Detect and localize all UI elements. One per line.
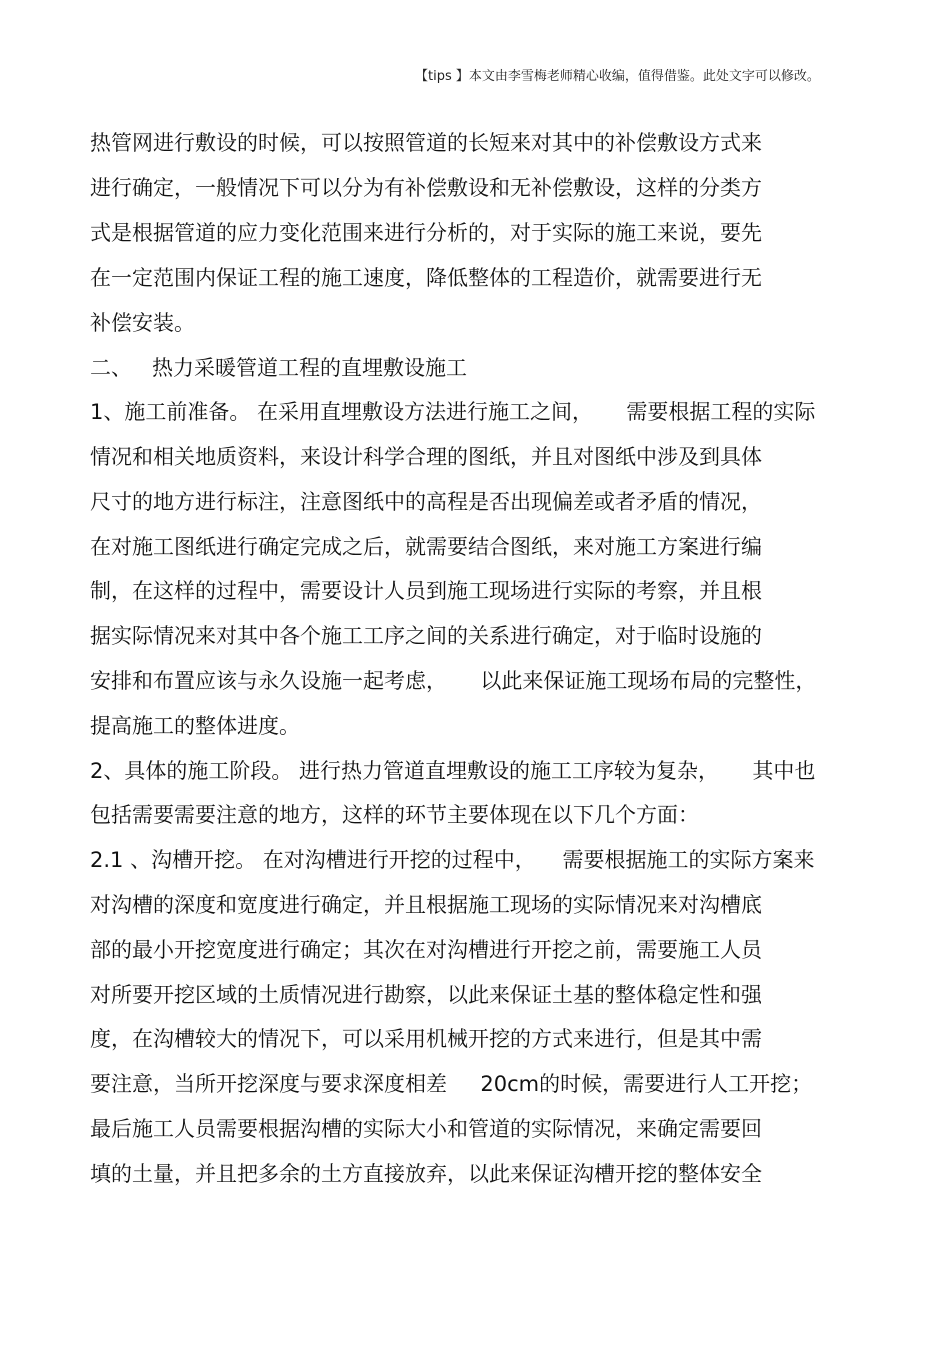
body-line: 部的最小开挖宽度进行确定；其次在对沟槽进行开挖之前，需要施工人员 bbox=[90, 938, 762, 962]
body-line: 填的土量，并且把多余的土方直接放弃，以此来保证沟槽开挖的整体安全 bbox=[90, 1162, 762, 1186]
body-line: 补偿安装。 bbox=[90, 311, 195, 335]
body-line: 提高施工的整体进度。 bbox=[90, 714, 300, 738]
body-line: 度，在沟槽较大的情况下，可以采用机械开挖的方式来进行，但是其中需 bbox=[90, 1027, 762, 1051]
body-line: 对沟槽的深度和宽度进行确定，并且根据施工现场的实际情况来对沟槽底 bbox=[90, 893, 762, 917]
body-line: 1、施工前准备。 在采用直埋敷设方法进行施工之间， 需要根据工程的实际 bbox=[90, 400, 816, 424]
body-line: 安排和布置应该与永久设施一起考虑， 以此来保证施工现场布局的完整性， bbox=[90, 669, 817, 693]
body-line: 2.1 、沟槽开挖。 在对沟槽进行开挖的过程中， 需要根据施工的实际方案来 bbox=[90, 848, 815, 872]
body-line: 2、具体的施工阶段。 进行热力管道直埋敷设的施工工序较为复杂， 其中也 bbox=[90, 759, 816, 783]
body-line: 要注意，当所开挖深度与要求深度相差 20cm的时候，需要进行人工开挖； bbox=[90, 1072, 813, 1096]
body-line: 据实际情况来对其中各个施工工序之间的关系进行确定，对于临时设施的 bbox=[90, 624, 762, 648]
body-line: 式是根据管道的应力变化范围来进行分析的，对于实际的施工来说，要先 bbox=[90, 221, 762, 245]
body-line: 热管网进行敷设的时候，可以按照管道的长短来对其中的补偿敷设方式来 bbox=[90, 131, 762, 155]
body-line: 对所要开挖区域的土质情况进行勘察，以此来保证土基的整体稳定性和强 bbox=[90, 983, 762, 1007]
body-line: 进行确定，一般情况下可以分为有补偿敷设和无补偿敷设，这样的分类方 bbox=[90, 176, 762, 200]
body-line: 尺寸的地方进行标注，注意图纸中的高程是否出现偏差或者矛盾的情况， bbox=[90, 490, 762, 514]
body-line: 在对施工图纸进行确定完成之后，就需要结合图纸，来对施工方案进行编 bbox=[90, 535, 762, 559]
body-line: 在一定范围内保证工程的施工速度，降低整体的工程造价，就需要进行无 bbox=[90, 266, 762, 290]
header-tips: 【tips 】本文由李雪梅老师精心收编，值得借鉴。此处文字可以修改。 bbox=[415, 69, 820, 84]
body-line: 包括需要需要注意的地方，这样的环节主要体现在以下几个方面： bbox=[90, 803, 699, 827]
body-line: 情况和相关地质资料，来设计科学合理的图纸，并且对图纸中涉及到具体 bbox=[90, 445, 762, 469]
body-line: 制，在这样的过程中，需要设计人员到施工现场进行实际的考察，并且根 bbox=[90, 579, 762, 603]
body-line: 最后施工人员需要根据沟槽的实际大小和管道的实际情况，来确定需要回 bbox=[90, 1117, 762, 1141]
section-heading: 二、 热力采暖管道工程的直埋敷设施工 bbox=[90, 356, 468, 380]
